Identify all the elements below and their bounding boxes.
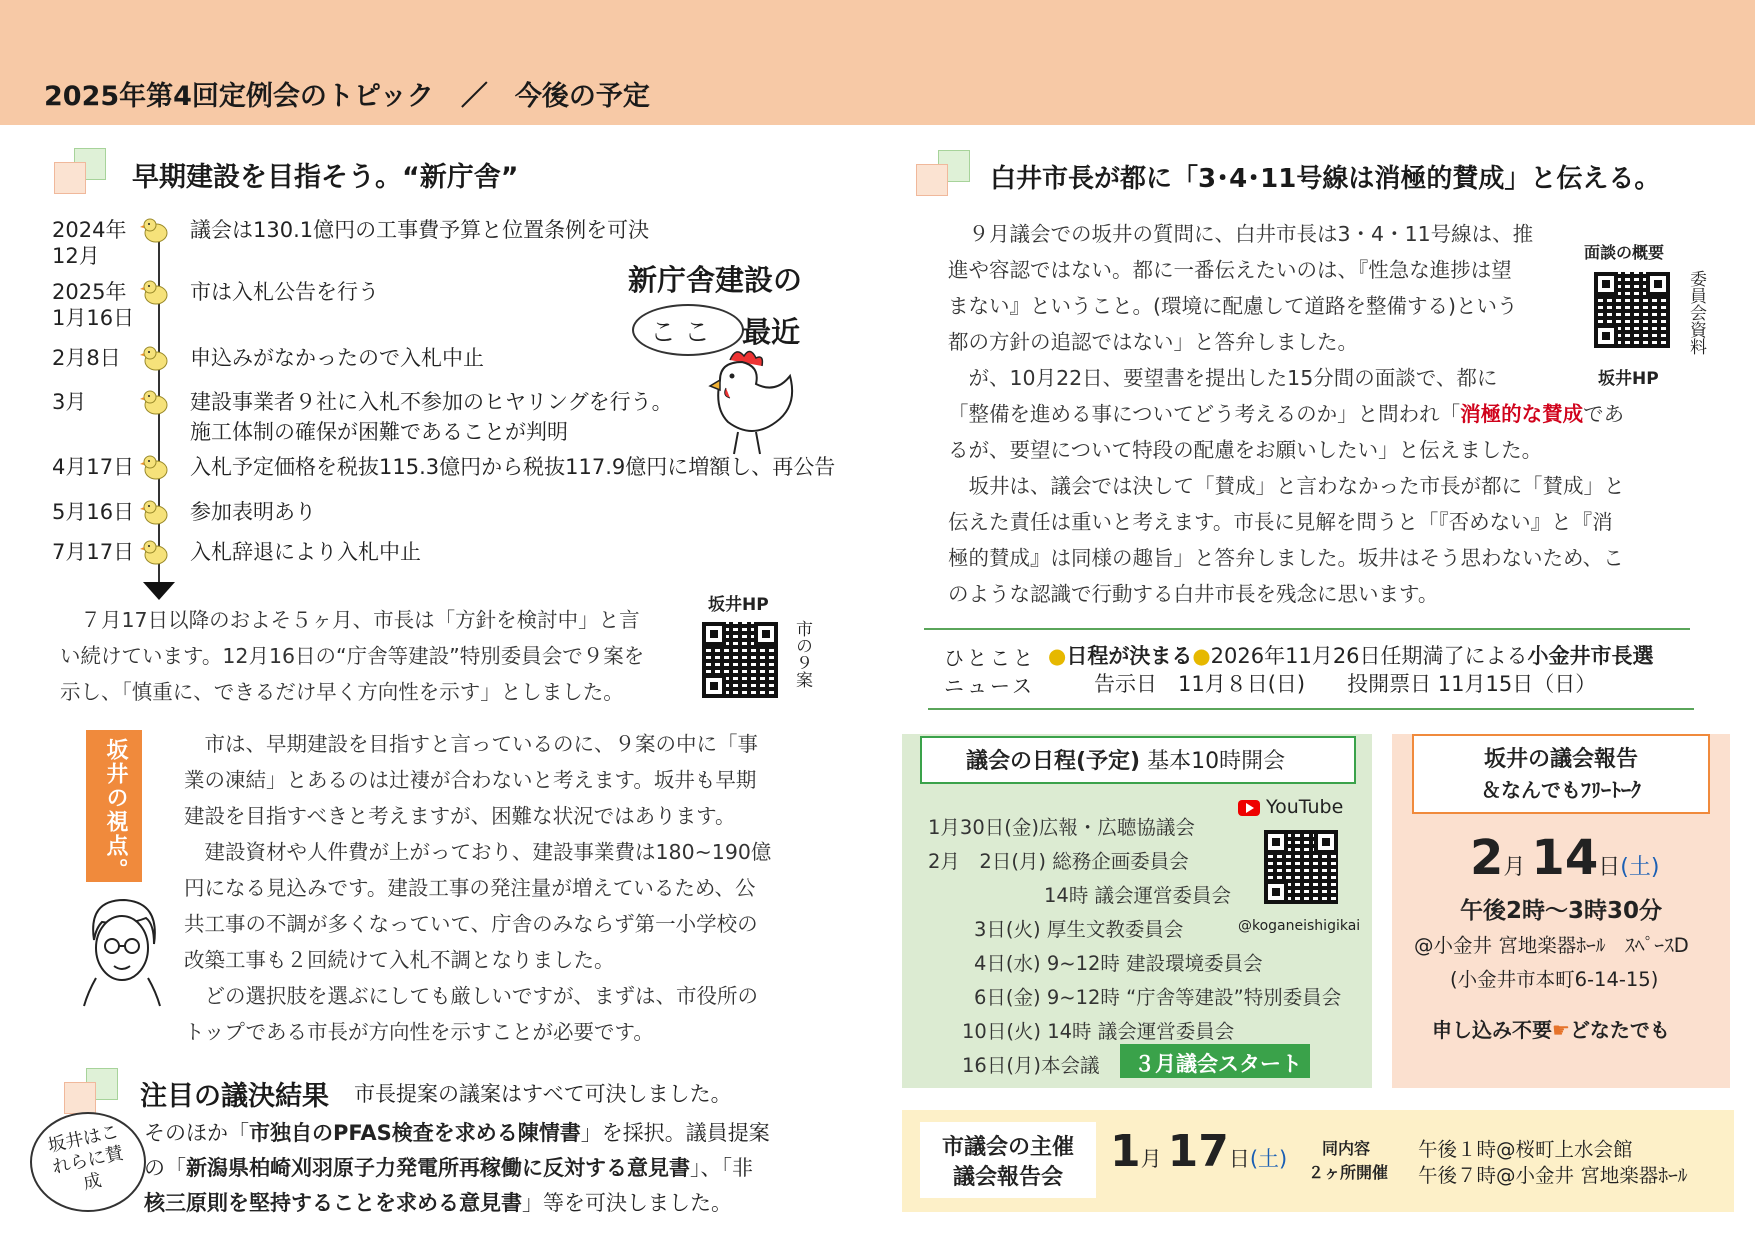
text: 核三原則を堅持することを求める意見書: [144, 1191, 522, 1215]
report-address: (小金井市本町6-14-15): [1450, 968, 1659, 991]
text-line: どの選択肢を選ぶにしても厳しいですが、まずは、市役所の: [184, 984, 758, 1008]
timeline-date: 2024年: [52, 218, 127, 242]
chick-icon: [140, 453, 170, 481]
text-line: まない』ということ。(環境に配慮して道路を整備する)という: [948, 294, 1518, 318]
chick-icon: [140, 538, 170, 566]
text-line: 坂井は、議会では決して「賛成」と言わなかった市長が都に「賛成」と: [948, 474, 1625, 498]
qr-code-icon[interactable]: [702, 622, 778, 698]
news-dates: 告示日 11月８日(日) 投開票日 11月15日（日）: [1094, 672, 1597, 696]
text-line: 共工事の不調が多くなっていて、庁舎のみならず第一小学校の: [184, 912, 758, 936]
hand-icon: ☛: [1552, 1018, 1570, 1042]
timeline-date: 5月16日: [52, 500, 135, 524]
text: 「整備を進める事についてどう考えるのか」と問われ「: [948, 402, 1461, 426]
report-date: [1470, 830, 1659, 886]
rooster-icon: [690, 340, 800, 460]
qr-code-icon[interactable]: [1264, 830, 1338, 904]
text-line: 円になる見込みです。建設工事の発注量が増えているため、公: [184, 876, 756, 900]
chick-icon: [140, 216, 170, 244]
text: 基本10時開会: [1147, 749, 1286, 774]
text-line: 改築工事も２回続けて入札不調となりました。: [184, 948, 615, 972]
qr-label: 坂井HP: [1598, 369, 1659, 389]
report-subtitle: ＆なんでもﾌﾘｰﾄｰｸ: [1481, 778, 1641, 802]
text-line: 伝えた責任は重いと考えます。市長に見解を問うと「『否めない』と『消: [948, 510, 1613, 534]
section-marker-icon: [54, 162, 86, 194]
qr-side-label: 市の９案: [792, 620, 812, 688]
text: 月: [1140, 1147, 1162, 1171]
timeline-arrow-icon: [143, 582, 175, 600]
schedule-item: 14時 議会運営委員会: [1044, 884, 1232, 907]
assembly-place: 午後１時@桜町上水会館: [1418, 1138, 1633, 1161]
agree-bubble-text: 坂井はこれらに賛成: [45, 1121, 126, 1195]
timeline-date: 7月17日: [52, 540, 135, 564]
text-line: 都の方針の追認ではない」と答弁しました。: [948, 330, 1358, 354]
report-time: 午後2時～3時30分: [1460, 898, 1663, 924]
assembly-note: 同内容: [1322, 1139, 1371, 1158]
divider: [924, 628, 1690, 630]
text: 新潟県柏崎刈羽原子力発電所再稼働に反対する意見書: [186, 1156, 690, 1180]
viewpoint-label: 坂井の視点。: [103, 738, 128, 882]
text: 1: [1110, 1126, 1141, 1177]
timeline-date: 2月8日: [52, 346, 121, 370]
schedule-item: 1月30日(金)広報・広聴協議会: [928, 816, 1195, 839]
news-label: ニュース: [944, 674, 1035, 698]
schedule-title: [966, 744, 1285, 775]
portrait-avatar: [76, 890, 164, 1008]
youtube-label: YouTube: [1266, 796, 1344, 818]
text: 2: [1470, 830, 1504, 886]
chick-icon: ●: [1192, 644, 1211, 668]
section3-title: 白井市長が都に「3･4･11号線は消極的賛成」と伝える。: [990, 164, 1661, 194]
timeline-date: 1月16日: [52, 306, 135, 330]
timeline-date: 4月17日: [52, 455, 135, 479]
chick-icon: ●: [1048, 644, 1067, 668]
text: (土): [1249, 1147, 1288, 1171]
assembly-note: ２ヶ所開催: [1308, 1163, 1389, 1182]
chick-icon: [140, 498, 170, 526]
text: 申し込み不要: [1432, 1018, 1552, 1042]
qr-label: 坂井HP: [708, 595, 769, 615]
report-note: [1432, 1014, 1670, 1043]
section2-title: 注目の議決結果: [140, 1081, 329, 1112]
text: 2026年11月26日任期満了による: [1210, 644, 1528, 668]
timeline-text: 申込みがなかったので入札中止: [190, 346, 484, 370]
text: 」等を可決しました。: [522, 1191, 732, 1215]
text-line: [948, 396, 1708, 432]
section-marker-icon: [64, 1082, 96, 1114]
badge-title-2: 最近: [742, 315, 801, 349]
text: 日: [1598, 855, 1621, 880]
text: 月: [1503, 855, 1526, 880]
timeline-text: 施工体制の確保が困難であることが判明: [190, 420, 568, 444]
badge-title-1: 新庁舎建設の: [628, 263, 803, 297]
text: 14: [1531, 830, 1599, 886]
section2-subtitle: 市長提案の議案はすべて可決しました。: [354, 1082, 732, 1106]
text: 市独自のPFAS検査を求める陳情書: [249, 1121, 581, 1145]
section1-title: 早期建設を目指そう。“新庁舎”: [132, 162, 519, 193]
text-line: 建設を目指すべきと考えますが、困難な状況ではあります。: [184, 804, 736, 828]
text: 」、「非: [690, 1156, 753, 1180]
timeline-text: 参加表明あり: [190, 500, 316, 524]
viewpoint-paragraph: [184, 726, 824, 1050]
text-line: 業の凍結」とあるのは辻褄が合わないと考えます。坂井も早期: [184, 768, 757, 792]
timeline-text: 入札辞退により入札中止: [190, 540, 421, 564]
text: そのほか「: [144, 1121, 249, 1145]
text: 日: [1228, 1147, 1250, 1171]
text-line: ７月17日以降のおよそ５ヶ月、市長は「方針を検討中」と言: [60, 608, 640, 632]
text: であ: [1583, 402, 1625, 426]
timeline-text: 議会は130.1億円の工事費予算と位置条例を可決: [190, 218, 650, 242]
timeline-text: 建設事業者９社に入札不参加のヒヤリングを行う。: [190, 390, 673, 414]
youtube-handle: @koganeishigikai: [1238, 918, 1361, 934]
qr-side-label: 委員会資料: [1686, 270, 1706, 355]
timeline-text: 市は入札公告を行う: [190, 280, 379, 304]
chick-icon: [140, 388, 170, 416]
section2-body: [144, 1116, 770, 1221]
march-start-text: ３月議会スタート: [1134, 1052, 1302, 1076]
text-line: い続けています。12月16日の“庁舎等建設”特別委員会で９案を: [60, 644, 645, 668]
text: 17: [1167, 1126, 1229, 1177]
assembly-place: 午後７時@小金井 宮地楽器ﾎｰﾙ: [1418, 1164, 1688, 1187]
timeline-text: 入札予定価格を税抜115.3億円から税抜117.9億円に増額し、再公告: [190, 455, 836, 479]
text: 日程が決まる: [1066, 644, 1193, 668]
news-headline: [1048, 640, 1654, 670]
bubble-text: ここ: [650, 318, 719, 348]
report-title: 坂井の議会報告: [1483, 747, 1638, 772]
text: どなたでも: [1569, 1018, 1670, 1042]
text-line: トップである市長が方向性を示すことが必要です。: [184, 1020, 654, 1044]
section3-paragraph: [948, 216, 1708, 612]
text-line: 市は、早期建設を目指すと言っているのに、９案の中に「事: [184, 732, 758, 756]
timeline-date: 2025年: [52, 280, 127, 304]
chick-icon: [140, 278, 170, 306]
highlight-text: 消極的な賛成: [1460, 402, 1584, 426]
schedule-item: 4日(水) 9~12時 建設環境委員会: [974, 952, 1263, 975]
play-icon: [1246, 803, 1254, 813]
text: 小金井市長選: [1527, 644, 1654, 668]
qr-caption: 面談の概要: [1584, 243, 1665, 262]
text-line: 示し、「慎重に、できるだけ早く方向性を示す」としました。: [60, 680, 624, 704]
text-line: ９月議会での坂井の質問に、白井市長は3・4・11号線は、推: [948, 222, 1534, 246]
schedule-item: 2月 2日(月) 総務企画委員会: [928, 850, 1189, 873]
schedule-item: 6日(金) 9~12時 “庁舎等建設”特別委員会: [974, 986, 1342, 1009]
schedule-item: 16日(月)本会議: [962, 1054, 1100, 1077]
divider: [928, 708, 1694, 710]
text: の「: [144, 1156, 186, 1180]
report-place: @小金井 宮地楽器ﾎｰﾙ ｽﾍﾟｰｽD: [1414, 934, 1689, 957]
text-line: 進や容認ではない。都に一番伝えたいのは、『性急な進捗は望: [948, 258, 1512, 282]
text-line: るが、要望について特段の配慮をお願いしたい」と伝えました。: [948, 438, 1543, 462]
text: 」を採択。議員提案: [580, 1121, 770, 1145]
schedule-item: 3日(火) 厚生文教委員会: [974, 918, 1184, 941]
timeline-date: 12月: [52, 244, 100, 268]
section1-paragraph: [60, 602, 700, 710]
text-line: 極的賛成』は同様の趣旨」と答弁しました。坂井はそう思わないため、こ: [948, 546, 1624, 570]
text: 議会の日程(予定): [966, 749, 1141, 774]
text-line: が、10月22日、要望書を提出した15分間の面談で、都に: [948, 366, 1498, 390]
assembly-date: [1110, 1126, 1287, 1177]
text-line: 建設資材や人件費が上がっており、建設事業費は180~190億: [184, 840, 772, 864]
section-marker-icon: [916, 164, 948, 196]
timeline-date: 3月: [52, 390, 87, 414]
text-line: のような認識で行動する白井市長を残念に思います。: [948, 582, 1439, 606]
page-title: 2025年第4回定例会のトピック ／ 今後の予定: [44, 81, 650, 112]
assembly-subtitle: 議会報告会: [952, 1165, 1063, 1190]
schedule-item: 10日(火) 14時 議会運営委員会: [962, 1020, 1235, 1043]
assembly-title: 市議会の主催: [941, 1135, 1074, 1160]
news-label: ひとこと: [944, 646, 1036, 670]
chick-icon: [140, 344, 170, 372]
text: (土): [1620, 855, 1660, 880]
